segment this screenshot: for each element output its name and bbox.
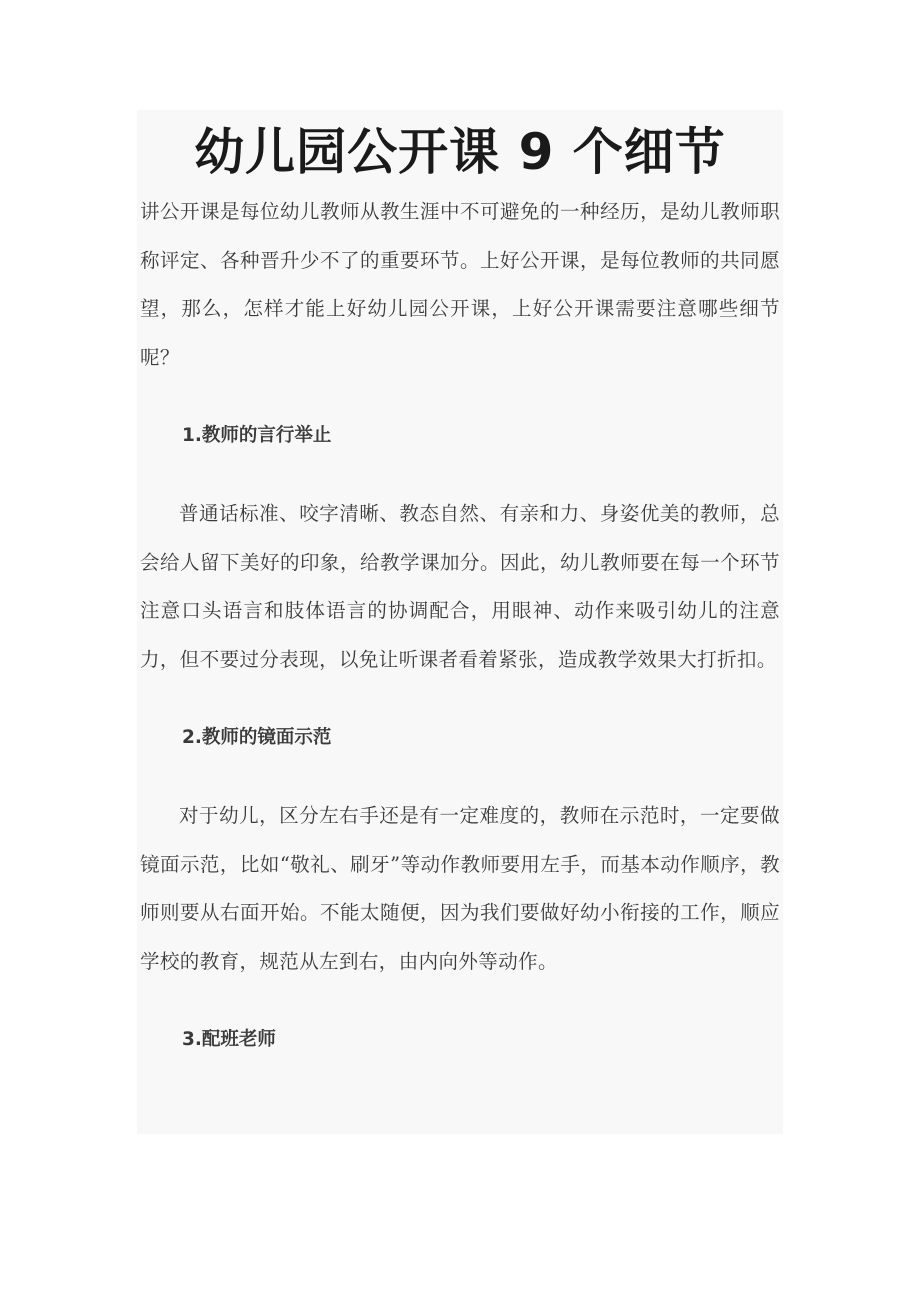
spacer <box>140 762 780 792</box>
section-body-2: 对于幼儿，区分左右手还是有一定难度的，教师在示范时，一定要做镜面示范，比如“敬礼、刷牙”等动作教师要用左手，而基本动作顺序，教师则要从右面开始。不能太随便，因为我们要做好幼小衔接的工作，顺应学校的教育，规范从左到右，由内向外等动作。 <box>140 804 780 973</box>
section-body-1: 普通话标准、咬字清晰、教态自然、有亲和力、身姿优美的教师，总会给人留下美好的印象，给教学课加分。因此，幼儿教师要在每一个环节注意口头语言和肢体语言的协调配合，用眼神、动作来吸引幼儿的注意力，但不要过分表现，以免让听课者看着紧张，造成教学效果大打折扣。 <box>140 502 780 671</box>
section-heading-1: 1.教师的言行举止 <box>182 425 332 446</box>
spacer <box>140 684 780 714</box>
intro-paragraph: 讲公开课是每位幼儿教师从教生涯中不可避免的一种经历，是幼儿教师职称评定、各种晋升少不了的重要环节。上好公开课，是每位教师的共同愿望，那么，怎样才能上好幼儿园公开课，上好公开课需要注意哪些细节呢？ <box>140 200 780 369</box>
article-panel <box>137 110 783 1134</box>
spacer <box>140 986 780 1016</box>
page-title: 幼儿园公开课 9 个细节 <box>194 123 726 181</box>
section-heading-3: 3.配班老师 <box>182 1029 276 1050</box>
section-heading-2: 2.教师的镜面示范 <box>182 727 332 748</box>
spacer <box>140 382 780 412</box>
spacer <box>140 460 780 490</box>
